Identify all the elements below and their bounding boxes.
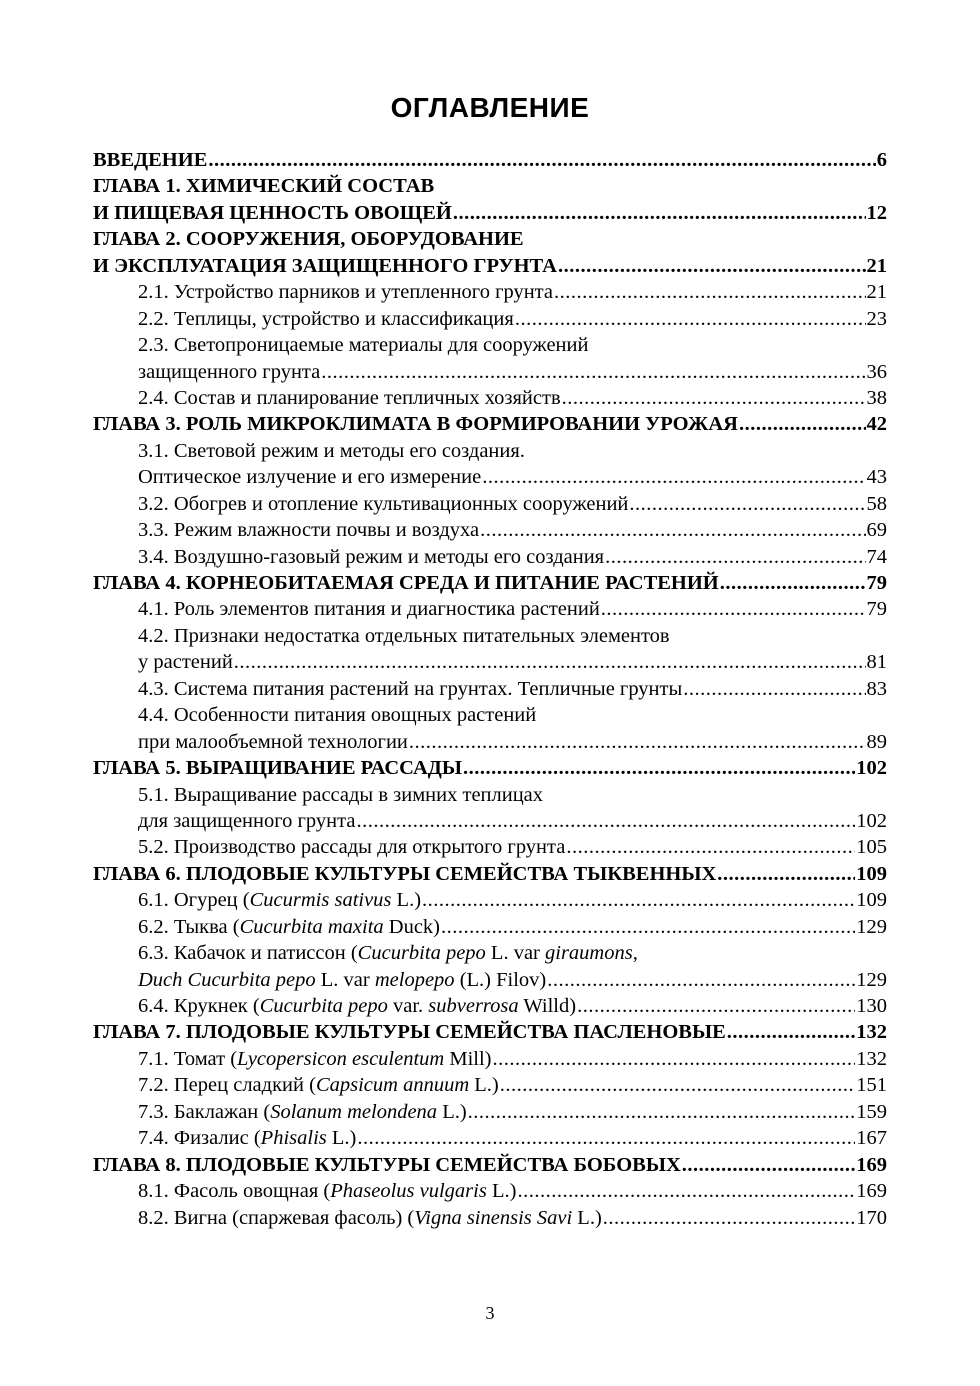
toc-page-number: 81 bbox=[866, 651, 887, 674]
dot-leader bbox=[517, 1178, 855, 1204]
toc-page-number: 79 bbox=[866, 598, 887, 621]
toc-section-entry bbox=[93, 834, 887, 860]
toc-entry-title bbox=[138, 1072, 499, 1098]
dot-leader bbox=[547, 967, 855, 993]
toc-section-entry bbox=[93, 914, 887, 940]
toc-entry-title bbox=[138, 702, 536, 728]
entry-text: 6.2. Тыква ( bbox=[138, 915, 240, 938]
entry-text: ГЛАВА 2. СООРУЖЕНИЯ, ОБОРУДОВАНИЕ bbox=[93, 228, 524, 251]
dot-leader bbox=[234, 649, 866, 675]
toc-section-entry bbox=[93, 438, 887, 464]
toc-entry-title bbox=[138, 464, 481, 490]
dot-leader bbox=[482, 464, 865, 490]
toc-chapter-entry bbox=[93, 226, 887, 252]
toc-section-entry bbox=[93, 332, 887, 358]
dot-leader bbox=[500, 1072, 856, 1098]
toc-entry-title bbox=[138, 1099, 467, 1125]
toc-chapter-entry bbox=[93, 570, 887, 596]
entry-text: L.) bbox=[326, 1127, 357, 1150]
dot-leader bbox=[603, 1205, 855, 1231]
toc-page-number: 169 bbox=[856, 1180, 887, 1203]
dot-leader bbox=[720, 570, 866, 596]
toc-page-number: 132 bbox=[856, 1047, 887, 1070]
dot-leader bbox=[321, 359, 865, 385]
page-title: ОГЛАВЛЕНИЕ bbox=[390, 92, 590, 123]
entry-text: 2.1. Устройство парников и утепленного грунта bbox=[138, 281, 553, 304]
dot-leader bbox=[515, 306, 866, 332]
latin-name-text: Lycopersicon esculentum bbox=[237, 1047, 445, 1070]
toc-entry-title bbox=[138, 940, 638, 966]
toc-section-entry bbox=[93, 729, 887, 755]
toc-page-number: 130 bbox=[856, 995, 887, 1017]
toc-section-entry bbox=[93, 967, 887, 993]
toc-page-number: 38 bbox=[866, 386, 887, 409]
toc-page-number: 43 bbox=[866, 466, 887, 489]
toc-entry-title bbox=[138, 306, 514, 332]
toc-section-entry bbox=[93, 940, 887, 966]
toc-section-entry bbox=[93, 623, 887, 649]
toc-entry-title bbox=[138, 729, 408, 755]
dot-leader bbox=[727, 1019, 855, 1045]
dot-leader bbox=[682, 1152, 855, 1178]
toc-section-entry bbox=[93, 1205, 887, 1231]
entry-text: 6.3. Кабачок и патиссон ( bbox=[138, 942, 358, 965]
toc-page-number: 58 bbox=[866, 492, 887, 515]
toc-entry-title bbox=[138, 1178, 516, 1204]
entry-text: 7.1. Томат ( bbox=[138, 1047, 238, 1070]
toc-section-entry bbox=[93, 596, 887, 622]
toc-entry-title bbox=[93, 1019, 726, 1045]
entry-text: 7.3. Баклажан ( bbox=[138, 1100, 271, 1123]
toc-entry-title bbox=[138, 279, 553, 305]
toc-section-entry bbox=[93, 702, 887, 728]
toc-page-number: 83 bbox=[866, 677, 887, 700]
dot-leader bbox=[566, 834, 855, 860]
toc-page-number: 6 bbox=[876, 149, 887, 171]
toc-chapter-entry bbox=[93, 1152, 887, 1178]
entry-text: 2.3. Светопроницаемые материалы для сооружений bbox=[138, 334, 589, 357]
entry-text: при малообъемной технологии bbox=[138, 730, 408, 753]
entry-text: L. var bbox=[315, 968, 375, 991]
toc-section-entry bbox=[93, 544, 887, 570]
toc-page-number: 109 bbox=[856, 862, 887, 885]
toc-section-entry bbox=[93, 306, 887, 332]
entry-text: ГЛАВА 5. ВЫРАЩИВАНИЕ РАССАДЫ bbox=[93, 757, 462, 780]
dot-leader bbox=[605, 544, 865, 570]
toc-entry-title bbox=[138, 596, 600, 622]
toc-entry-title bbox=[93, 173, 434, 199]
toc-page-number: 169 bbox=[856, 1153, 887, 1176]
toc-page-number: 42 bbox=[866, 413, 887, 436]
entry-text: ГЛАВА 7. ПЛОДОВЫЕ КУЛЬТУРЫ СЕМЕЙСТВА ПАСЛЕНОВЫЕ bbox=[93, 1021, 726, 1044]
toc-entry-title bbox=[138, 993, 576, 1019]
toc-page-number: 74 bbox=[866, 545, 887, 568]
toc-page-number: 132 bbox=[856, 1021, 887, 1044]
toc-section-entry bbox=[93, 1099, 887, 1125]
toc-chapter-entry bbox=[93, 147, 887, 173]
dot-leader bbox=[562, 385, 866, 411]
dot-leader bbox=[208, 147, 875, 173]
entry-text: 3.2. Обогрев и отопление культивационных сооружений bbox=[138, 492, 629, 515]
toc-chapter-entry bbox=[93, 173, 887, 199]
toc-page-number: 23 bbox=[866, 307, 887, 330]
toc-chapter-entry bbox=[93, 411, 887, 437]
dot-leader bbox=[717, 861, 855, 887]
dot-leader bbox=[468, 1099, 856, 1125]
entry-text: L.) bbox=[391, 889, 422, 912]
toc-entry-title bbox=[138, 385, 561, 411]
toc-entry-title bbox=[93, 226, 524, 252]
toc-section-entry bbox=[93, 887, 887, 913]
latin-name-text: giraumons, bbox=[545, 942, 638, 965]
latin-name-text: Capsicum annuum bbox=[315, 1074, 470, 1097]
toc-section-entry bbox=[93, 464, 887, 490]
entry-text: защищенного грунта bbox=[138, 360, 321, 383]
entry-text: ВВЕДЕНИЕ bbox=[93, 149, 208, 171]
entry-text: 5.2. Производство рассады для открытого грунта bbox=[138, 836, 566, 859]
entry-text: Оптическое излучение и его измерение bbox=[138, 466, 482, 489]
entry-text: 4.3. Система питания растений на грунтах. Тепличные грунты bbox=[138, 677, 683, 700]
toc-entry-title bbox=[138, 834, 565, 860]
toc-entry-title bbox=[93, 755, 462, 781]
toc-section-entry bbox=[93, 517, 887, 543]
latin-name-text: Vigna sinensis Savi bbox=[414, 1206, 573, 1229]
toc-page-number: 21 bbox=[866, 254, 887, 277]
table-of-contents bbox=[93, 147, 887, 1231]
dot-leader bbox=[453, 200, 866, 226]
toc-chapter-entry bbox=[93, 755, 887, 781]
toc-section-entry bbox=[93, 385, 887, 411]
entry-text: ГЛАВА 8. ПЛОДОВЫЕ КУЛЬТУРЫ СЕМЕЙСТВА БОБОВЫХ bbox=[93, 1153, 681, 1176]
toc-page-number: 129 bbox=[856, 915, 887, 938]
latin-name-text: Cucurbita pepo bbox=[357, 942, 486, 965]
entry-text: И ПИЩЕВАЯ ЦЕННОСТЬ ОВОЩЕЙ bbox=[93, 201, 452, 224]
toc-section-entry bbox=[93, 279, 887, 305]
toc-entry-title bbox=[93, 1152, 681, 1178]
toc-entry-title bbox=[138, 649, 233, 675]
toc-section-entry bbox=[93, 491, 887, 517]
dot-leader bbox=[422, 887, 855, 913]
entry-text: 3.4. Воздушно-газовый режим и методы его создания bbox=[138, 545, 605, 568]
toc-entry-title bbox=[138, 623, 670, 649]
toc-page-number: 36 bbox=[866, 360, 887, 383]
page-number: 3 bbox=[485, 1303, 495, 1323]
toc-chapter-entry bbox=[93, 200, 887, 226]
toc-page-number: 89 bbox=[866, 730, 887, 753]
latin-name-text: Phaseolus vulgaris bbox=[330, 1180, 487, 1203]
entry-text: 5.1. Выращивание рассады в зимних теплицах bbox=[138, 783, 544, 806]
toc-section-entry bbox=[93, 676, 887, 702]
entry-text: Duck) bbox=[383, 915, 440, 938]
latin-name-text: subverrosa bbox=[428, 995, 519, 1017]
entry-text: 7.2. Перец сладкий ( bbox=[138, 1074, 316, 1097]
entry-text: Willd) bbox=[518, 995, 577, 1017]
toc-entry-title bbox=[138, 808, 355, 834]
toc-entry-title bbox=[138, 887, 421, 913]
entry-text: 6.4. Крукнек ( bbox=[138, 995, 260, 1017]
toc-page-number: 69 bbox=[866, 519, 887, 542]
entry-text: 3.3. Режим влажности почвы и воздуха bbox=[138, 519, 480, 542]
toc-chapter-entry bbox=[93, 253, 887, 279]
entry-text: Mill) bbox=[444, 1047, 492, 1070]
dot-leader bbox=[493, 1046, 856, 1072]
latin-name-text: Cucurbita pepo bbox=[259, 995, 388, 1017]
toc-entry-title bbox=[138, 544, 604, 570]
dot-leader bbox=[683, 676, 865, 702]
toc-page-number: 102 bbox=[856, 809, 887, 832]
entry-text: L.) bbox=[486, 1180, 517, 1203]
toc-entry-title bbox=[138, 914, 440, 940]
toc-section-entry bbox=[93, 1072, 887, 1098]
toc-entry-title bbox=[138, 491, 628, 517]
entry-text: L.) bbox=[572, 1206, 602, 1229]
entry-text: L.) bbox=[437, 1100, 467, 1123]
toc-entry-title bbox=[138, 359, 320, 385]
toc-entry-title bbox=[93, 200, 452, 226]
toc-chapter-entry bbox=[93, 861, 887, 887]
entry-text: 6.1. Огурец ( bbox=[138, 889, 250, 912]
toc-entry-title bbox=[138, 782, 543, 808]
dot-leader bbox=[577, 993, 855, 1019]
toc-entry-title bbox=[93, 411, 738, 437]
dot-leader bbox=[601, 596, 866, 622]
entry-text: 2.2. Теплицы, устройство и классификация bbox=[138, 307, 514, 330]
toc-section-entry bbox=[93, 649, 887, 675]
dot-leader bbox=[739, 411, 866, 437]
toc-entry-title bbox=[93, 147, 207, 173]
toc-section-entry bbox=[93, 359, 887, 385]
dot-leader bbox=[629, 491, 865, 517]
toc-page-number: 105 bbox=[856, 836, 887, 859]
dot-leader bbox=[480, 517, 865, 543]
toc-section-entry bbox=[93, 808, 887, 834]
dot-leader bbox=[357, 1125, 855, 1151]
toc-entry-title bbox=[138, 1046, 492, 1072]
entry-text: для защищенного грунта bbox=[138, 809, 356, 832]
toc-entry-title bbox=[93, 570, 719, 596]
entry-text: 4.1. Роль элементов питания и диагностика растений bbox=[138, 598, 600, 621]
entry-text: (L.) Filov) bbox=[454, 968, 547, 991]
latin-name-text: Cucurbita maxita bbox=[239, 915, 384, 938]
toc-entry-title bbox=[93, 253, 557, 279]
entry-text: 2.4. Состав и планирование тепличных хозяйств bbox=[138, 386, 561, 409]
entry-text: 8.2. Вигна (спаржевая фасоль) ( bbox=[138, 1206, 415, 1229]
toc-page-number: 109 bbox=[856, 889, 887, 912]
toc-entry-title bbox=[138, 517, 479, 543]
entry-text: var. bbox=[387, 995, 429, 1017]
entry-text: 7.4. Физалис ( bbox=[138, 1127, 261, 1150]
dot-leader bbox=[554, 279, 866, 305]
toc-entry-title bbox=[138, 438, 525, 464]
toc-page-number: 167 bbox=[856, 1127, 887, 1150]
entry-text: ГЛАВА 3. РОЛЬ МИКРОКЛИМАТА В ФОРМИРОВАНИИ УРОЖАЯ bbox=[93, 413, 738, 436]
toc-page-number: 129 bbox=[856, 968, 887, 991]
toc-entry-title bbox=[138, 332, 588, 358]
entry-text: И ЭКСПЛУАТАЦИЯ ЗАЩИЩЕННОГО ГРУНТА bbox=[93, 254, 557, 277]
toc-page-number: 151 bbox=[856, 1074, 887, 1097]
toc-entry-title bbox=[138, 967, 546, 993]
latin-name-text: Cucurmis sativus bbox=[249, 889, 392, 912]
toc-page-number: 79 bbox=[866, 572, 887, 594]
dot-leader bbox=[558, 253, 866, 279]
entry-text: 3.1. Световой режим и методы его создания. bbox=[138, 439, 525, 462]
latin-name-text: Duch Cucurbita pepo bbox=[138, 968, 316, 991]
dot-leader bbox=[441, 914, 855, 940]
entry-text: 4.2. Признаки недостатка отдельных питательных элементов bbox=[138, 624, 670, 647]
toc-entry-title bbox=[93, 861, 716, 887]
latin-name-text: Solanum melondena bbox=[270, 1100, 438, 1123]
dot-leader bbox=[356, 808, 855, 834]
entry-text: ГЛАВА 6. ПЛОДОВЫЕ КУЛЬТУРЫ СЕМЕЙСТВА ТЫКВЕННЫХ bbox=[93, 862, 717, 885]
toc-section-entry bbox=[93, 1178, 887, 1204]
entry-text: ГЛАВА 4. КОРНЕОБИТАЕМАЯ СРЕДА И ПИТАНИЕ РАСТЕНИЙ bbox=[93, 572, 719, 594]
toc-page-number: 102 bbox=[856, 757, 887, 780]
latin-name-text: Phisalis bbox=[260, 1127, 327, 1150]
toc-section-entry bbox=[93, 993, 887, 1019]
latin-name-text: melopepo bbox=[374, 968, 455, 991]
entry-text: у растений bbox=[138, 651, 233, 674]
entry-text: 8.1. Фасоль овощная ( bbox=[138, 1180, 331, 1203]
toc-section-entry bbox=[93, 1125, 887, 1151]
toc-section-entry bbox=[93, 1046, 887, 1072]
toc-page-number: 12 bbox=[866, 201, 887, 224]
entry-text: 4.4. Особенности питания овощных растений bbox=[138, 704, 537, 727]
dot-leader bbox=[409, 729, 866, 755]
toc-entry-title bbox=[138, 676, 682, 702]
toc-section-entry bbox=[93, 782, 887, 808]
toc-entry-title bbox=[138, 1205, 602, 1231]
entry-text: L.) bbox=[469, 1074, 499, 1097]
toc-entry-title bbox=[138, 1125, 356, 1151]
toc-page-number: 159 bbox=[856, 1100, 887, 1123]
toc-page-number: 21 bbox=[866, 281, 887, 304]
toc-chapter-entry bbox=[93, 1019, 887, 1045]
entry-text: L. var bbox=[485, 942, 545, 965]
toc-page-number: 170 bbox=[856, 1206, 887, 1229]
dot-leader bbox=[463, 755, 855, 781]
entry-text: ГЛАВА 1. ХИМИЧЕСКИЙ СОСТАВ bbox=[93, 175, 435, 198]
